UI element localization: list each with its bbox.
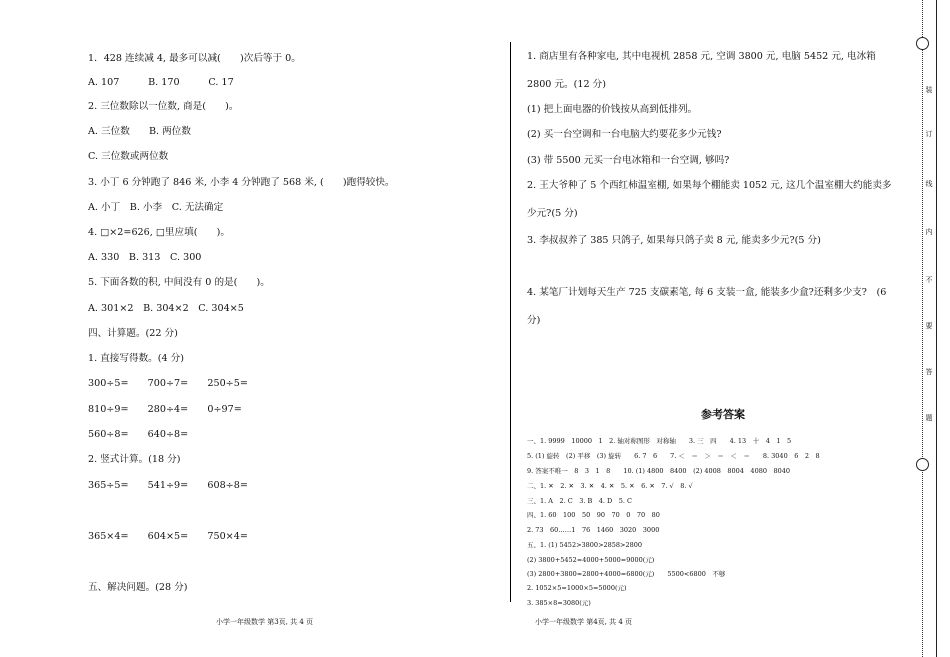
binding-dotted-line <box>922 0 923 657</box>
answer-line-9: (2) 3800+5452≈4000+5000=9000(元) <box>527 556 655 564</box>
problem-1-cont: 2800 元。(12 分) <box>527 79 606 90</box>
question-3: 3. 小丁 6 分钟跑了 846 米, 小李 4 分钟跑了 568 米, ( )跑得较快。 <box>88 177 395 188</box>
problem-1: 1. 商店里有各种家电, 其中电视机 2858 元, 空调 3800 元, 电脑 5452 元, 电冰箱 <box>527 51 876 62</box>
vertical-calc-row-1: 365÷5= 541÷9= 608÷8= <box>88 480 248 491</box>
question-5-options: A. 301×2 B. 304×2 C. 304×5 <box>88 303 244 314</box>
problem-1-part-1: (1) 把上面电器的价钱按从高到低排列。 <box>527 104 698 115</box>
answer-line-4: 二、1. ✕ 2. ✕ 3. ✕ 4. ✕ 5. ✕ 6. ✕ 7. √ 8. √ <box>527 482 693 490</box>
question-1-options: A. 107 B. 170 C. 17 <box>88 77 234 88</box>
binding-hole-bottom <box>916 458 929 471</box>
answer-line-3: 9. 答案不唯一 8 3 1 8 10. (1) 4800 8400 (2) 4008 8004 4080 8040 <box>527 467 791 475</box>
left-footer: 小学一年级数学 第3页, 共 4 页 <box>216 618 314 626</box>
question-4-options: A. 330 B. 313 C. 300 <box>88 252 202 263</box>
problem-2: 2. 王大爷种了 5 个西红柿温室棚, 如果每个棚能卖 1052 元, 这几个温室棚大约能卖多 <box>527 180 892 191</box>
answer-line-12: 3. 385×8=3080(元) <box>527 599 591 607</box>
binding-char-2: 订 <box>925 130 933 138</box>
binding-char-7: 答 <box>925 368 933 376</box>
question-2-options-a-b: A. 三位数 B. 两位数 <box>88 126 191 137</box>
binding-hole-top <box>916 37 929 50</box>
section-5-heading: 五、解决问题。(28 分) <box>88 582 188 593</box>
direct-calc-heading: 1. 直接写得数。(4 分) <box>88 353 184 364</box>
problem-1-part-3: (3) 带 5500 元买一台电冰箱和一台空调, 够吗? <box>527 155 730 166</box>
direct-calc-row-2: 810÷9= 280÷4= 0÷97= <box>88 404 242 415</box>
binding-char-3: 线 <box>925 180 933 188</box>
question-2-option-c: C. 三位数或两位数 <box>88 151 169 162</box>
problem-2-cont: 少元?(5 分) <box>527 208 578 219</box>
answer-line-7: 2. 73 60……1 76 1460 3020 3000 <box>527 526 660 534</box>
answer-line-10: (3) 2800+3800≈2800+4000=6800(元) 5500<6800 不够 <box>527 570 726 578</box>
binding-char-5: 不 <box>925 276 933 284</box>
binding-solid-line <box>936 0 937 657</box>
answer-line-6: 四、1. 60 100 50 90 70 0 70 80 <box>527 511 660 519</box>
binding-char-6: 要 <box>925 322 933 330</box>
question-3-options: A. 小丁 B. 小李 C. 无法确定 <box>88 202 224 213</box>
problem-4: 4. 某笔厂计划每天生产 725 支碳素笔, 每 6 支装一盒, 能装多少盒?还剩多少支? (6 <box>527 287 887 298</box>
answer-line-5: 三、1. A 2. C 3. B 4. D 5. C <box>527 497 632 505</box>
vertical-calc-heading: 2. 竖式计算。(18 分) <box>88 454 181 465</box>
section-4-heading: 四、计算题。(22 分) <box>88 328 178 339</box>
problem-4-cont: 分) <box>527 315 541 326</box>
binding-char-8: 题 <box>925 414 933 422</box>
vertical-calc-row-2: 365×4= 604×5= 750×4= <box>88 531 248 542</box>
problem-3: 3. 李叔叔养了 385 只鸽子, 如果每只鸽子卖 8 元, 能卖多少元?(5 分) <box>527 235 821 246</box>
question-5: 5. 下面各数的积, 中间没有 0 的是( )。 <box>88 277 270 288</box>
problem-1-part-2: (2) 买一台空调和一台电脑大约要花多少元钱? <box>527 129 722 140</box>
question-2: 2. 三位数除以一位数, 商是( )。 <box>88 101 239 112</box>
answer-line-2: 5. (1) 旋转 (2) 平移 (3) 旋转 6. 7 6 7. ＜ ＝ ＞ ＝ ＜ ＝ 8. 3040 6 2 8 <box>527 452 820 460</box>
answer-line-8: 五、1. (1) 5452>3800>2858>2800 <box>527 541 643 549</box>
answer-line-11: 2. 1052×5≈1000×5=5000(元) <box>527 584 627 592</box>
question-4: 4. □×2=626, □里应填( )。 <box>88 227 230 238</box>
answer-line-1: 一、1. 9999 10000 1 2. 轴对称图形 对称轴 3. 三 四 4. 13 十 4 1 5 <box>527 437 792 445</box>
direct-calc-row-1: 300÷5= 700÷7= 250÷5= <box>88 378 248 389</box>
question-1: 1．428 连续减 4, 最多可以减( )次后等于 0。 <box>88 53 301 64</box>
answer-key-title: 参考答案 <box>701 408 745 421</box>
binding-strip <box>916 0 950 657</box>
right-footer: 小学一年级数学 第4页, 共 4 页 <box>535 618 633 626</box>
binding-char-4: 内 <box>925 228 933 236</box>
binding-char-1: 装 <box>925 86 933 94</box>
direct-calc-row-3: 560÷8= 640÷8= <box>88 429 189 440</box>
right-page <box>515 0 915 657</box>
page-divider <box>510 42 511 602</box>
